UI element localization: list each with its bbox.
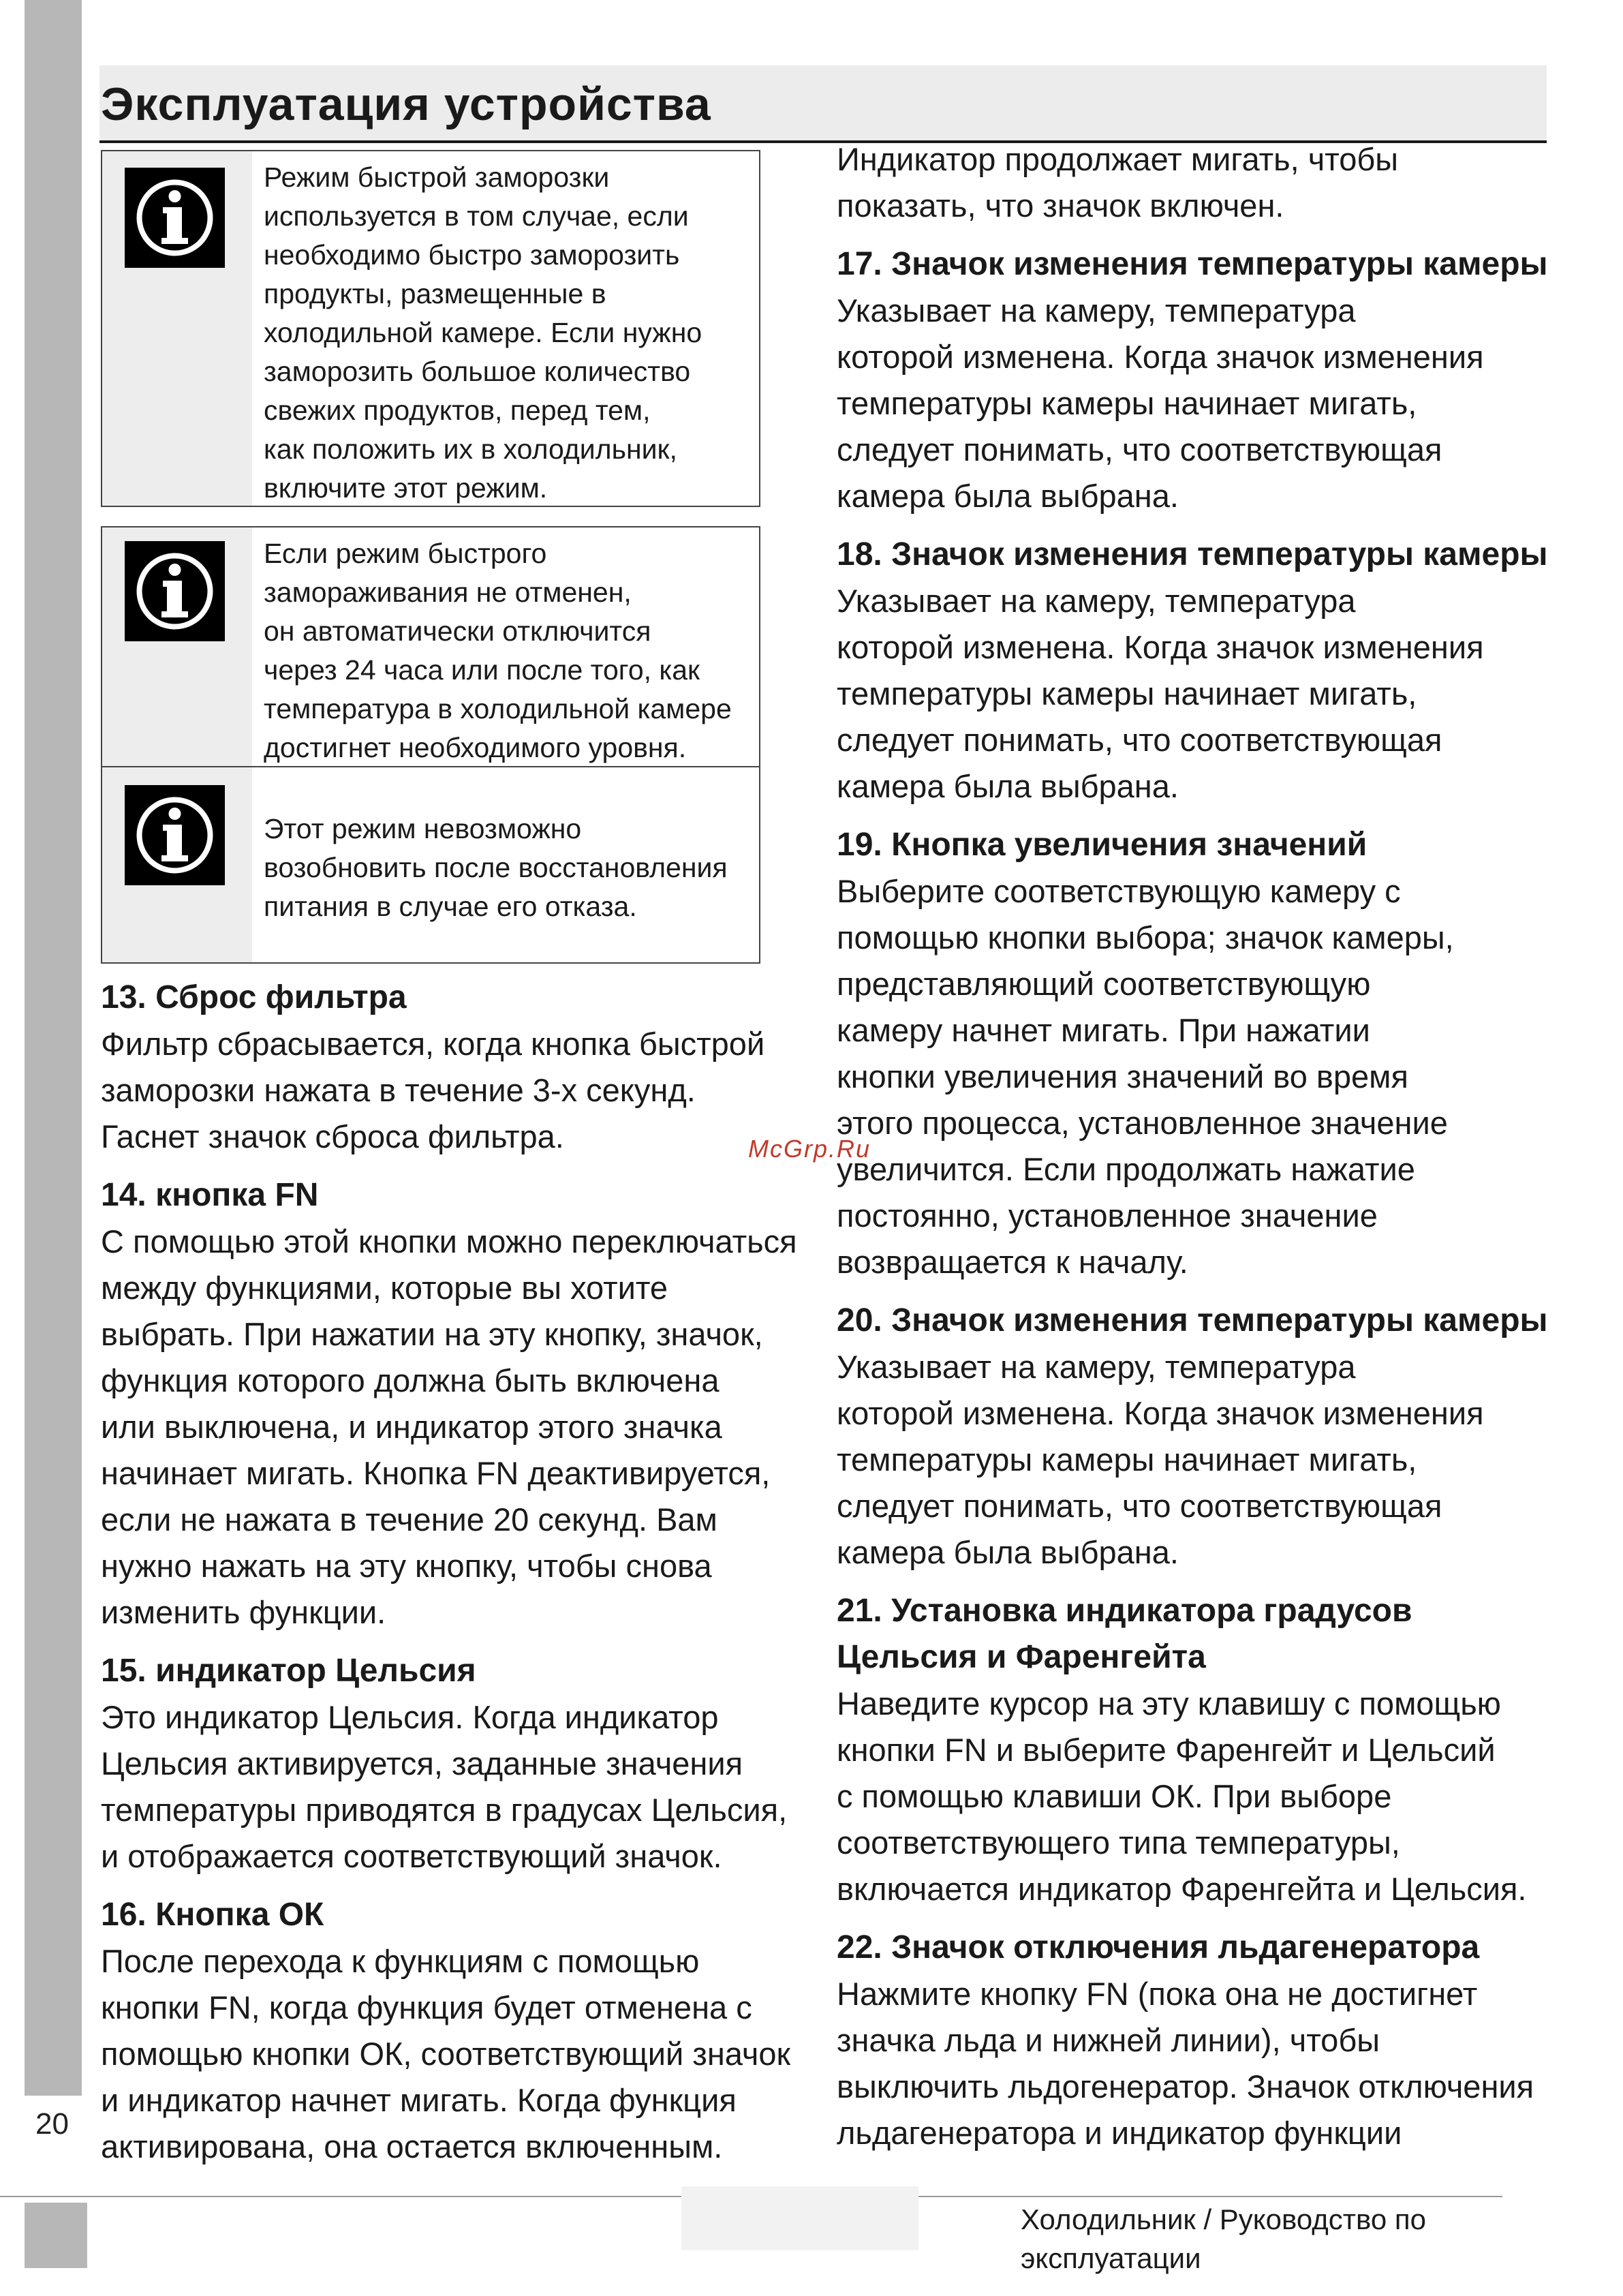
text-line: показать, что значок включен.: [837, 187, 1284, 224]
page-title: Эксплуатация устройства: [101, 78, 711, 130]
text-line: функция которого должна быть включена: [101, 1362, 720, 1398]
section-heading: 13. Сброс фильтра: [101, 979, 407, 1015]
text-line: помощью кнопки выбора; значок камеры,: [837, 919, 1454, 955]
text-line: Указывает на камеру, температура: [837, 1349, 1356, 1385]
text-line: Указывает на камеру, температура: [837, 583, 1356, 619]
text-line: достигнет необходимого уровня.: [264, 732, 687, 763]
text-line: которой изменена. Когда значок изменения: [837, 339, 1484, 375]
text-line: камера была выбрана.: [837, 1534, 1179, 1570]
text-line: представляющий соответствующую: [837, 966, 1371, 1002]
section-body: [837, 868, 1559, 1285]
text-line: продукты, размещенные в: [264, 278, 606, 309]
text-line: Наведите курсор на эту клавишу с помощью: [837, 1685, 1501, 1721]
text-line: через 24 часа или после того, как: [264, 654, 700, 686]
text-line: Гаснет значок сброса фильтра.: [101, 1118, 564, 1154]
section-heading: 15. индикатор Цельсия: [101, 1653, 476, 1689]
text-line: используется в том случае, если: [264, 200, 689, 232]
info-note-3: [101, 766, 760, 964]
text-line: необходимо быстро заморозить: [264, 239, 680, 271]
text-line: камера была выбрана.: [837, 478, 1179, 514]
info-icon: [125, 541, 225, 641]
section-heading: 16. Кнопка ОК: [101, 1897, 324, 1933]
section-body: [837, 1971, 1559, 2156]
text-line: возвращается к началу.: [837, 1244, 1188, 1280]
section-body: [837, 1344, 1559, 1576]
text-line: заморозки нажата в течение 3-х секунд.: [101, 1072, 696, 1108]
text-line: свежих продуктов, перед тем,: [264, 395, 651, 426]
text-line: Этот режим невозможно: [264, 813, 582, 844]
info-note-1: [101, 150, 760, 507]
text-line: или выключена, и индикатор этого значка: [101, 1409, 722, 1445]
section-body: [101, 1694, 809, 1880]
text-line: увеличится. Если продолжать нажатие: [837, 1151, 1415, 1187]
text-line: льдагенератора и индикатор функции: [837, 2115, 1402, 2151]
text-line: изменить функции.: [101, 1594, 386, 1630]
text-line: Цельсия активируется, заданные значения: [101, 1745, 743, 1781]
text-line: температура в холодильной камере: [264, 693, 732, 724]
section-body: [837, 288, 1559, 519]
watermark: McGrp.Ru: [748, 1135, 871, 1163]
text-line: соответствующего типа температуры,: [837, 1824, 1400, 1861]
text-line: температуры приводятся в градусах Цельсия,: [101, 1792, 788, 1828]
text-line: выключить льдогенератор. Значок отключения: [837, 2068, 1534, 2104]
section-heading: 19. Кнопка увеличения значений: [837, 827, 1367, 863]
section-heading: 14. кнопка FN: [101, 1177, 319, 1213]
text-line: кнопки FN и выберите Фаренгейт и Цельсий: [837, 1732, 1496, 1768]
left-section: [101, 1172, 809, 1636]
text-line: начинает мигать. Кнопка FN деактивируется,: [101, 1455, 771, 1491]
text-line: как положить их в холодильник,: [264, 433, 677, 465]
info-icon: [125, 168, 225, 268]
text-line: Если режим быстрого: [264, 538, 547, 569]
info-note-text: [264, 810, 752, 926]
text-line: включается индикатор Фаренгейта и Цельсия.: [837, 1871, 1527, 1907]
right-intro: [837, 136, 1559, 229]
text-line: кнопки FN, когда функция будет отменена с: [101, 1989, 752, 2025]
text-line: выбрать. При нажатии на эту кнопку, значок,: [101, 1316, 763, 1352]
section-heading: 17. Значок изменения температуры камеры: [837, 246, 1548, 282]
text-line: холодильной камере. Если нужно: [264, 317, 702, 348]
right-section: [837, 1925, 1559, 2156]
info-note-text: [264, 158, 752, 508]
text-line: С помощью этой кнопки можно переключаться: [101, 1223, 797, 1259]
text-line: постоянно, установленное значение: [837, 1197, 1378, 1234]
section-body: [837, 578, 1559, 810]
text-line: помощью кнопки ОК, соответствующий значок: [101, 2036, 791, 2072]
text-line: Это индикатор Цельсия. Когда индикатор: [101, 1699, 719, 1735]
right-section: [837, 1298, 1559, 1576]
text-line: камера была выбрана.: [837, 768, 1179, 804]
right-column: [837, 136, 1559, 2169]
left-column: [101, 975, 809, 2182]
text-line: следует понимать, что соответствующая: [837, 431, 1442, 468]
text-line: активирована, она остается включенным.: [101, 2128, 723, 2164]
text-line: питания в случае его отказа.: [264, 891, 637, 922]
info-icon: [125, 785, 225, 885]
left-section: [101, 1648, 809, 1880]
info-note-text: [264, 534, 752, 767]
text-line: Выберите соответствующую камеру с: [837, 873, 1401, 909]
text-line: кнопки увеличения значений во время: [837, 1058, 1408, 1095]
right-section: [837, 241, 1559, 519]
right-section: [837, 822, 1559, 1285]
footer-blank-area: [681, 2186, 918, 2250]
text-line: камеру начнет мигать. При нажатии: [837, 1012, 1370, 1048]
text-line: Фильтр сбрасывается, когда кнопка быстрой: [101, 1026, 765, 1062]
text-line: температуры камеры начинает мигать,: [837, 1441, 1417, 1478]
text-line: с помощью клавиши ОК. При выборе: [837, 1778, 1392, 1814]
section-body: [101, 1021, 809, 1160]
text-line: Режим быстрой заморозки: [264, 162, 610, 193]
left-sections: [101, 975, 809, 2170]
section-body: [837, 1681, 1559, 1912]
text-line: которой изменена. Когда значок изменения: [837, 629, 1484, 665]
text-line: этого процесса, установленное значение: [837, 1105, 1448, 1141]
text-line: значка льда и нижней линии), чтобы: [837, 2022, 1380, 2058]
text-line: он автоматически отключится: [264, 615, 651, 647]
section-heading: 21. Установка индикатора градусов Цельсия и Фаренгейта: [837, 1593, 1412, 1675]
text-line: нужно нажать на эту кнопку, чтобы снова: [101, 1548, 712, 1584]
text-line: замораживания не отменен,: [264, 577, 632, 608]
text-line: если не нажата в течение 20 секунд. Вам: [101, 1501, 717, 1537]
left-section: [101, 975, 809, 1160]
left-section: [101, 1892, 809, 2170]
right-intro-text: [837, 136, 1559, 229]
right-section: [837, 1588, 1559, 1912]
text-line: следует понимать, что соответствующая: [837, 722, 1442, 758]
text-line: которой изменена. Когда значок изменения: [837, 1395, 1484, 1431]
side-bar: [25, 0, 82, 2096]
right-sections: [837, 241, 1559, 2156]
right-section: [837, 532, 1559, 810]
text-line: возобновить после восстановления: [264, 852, 728, 883]
text-line: После перехода к функциям с помощью: [101, 1943, 700, 1979]
text-line: температуры камеры начинает мигать,: [837, 675, 1417, 711]
text-line: Указывает на камеру, температура: [837, 292, 1356, 328]
text-line: заморозить большое количество: [264, 356, 691, 387]
text-line: включите этот режим.: [264, 472, 548, 504]
section-body: [101, 1219, 809, 1636]
page-number: 20: [35, 2107, 69, 2141]
text-line: и отображается соответствующий значок.: [101, 1838, 722, 1874]
text-line: между функциями, которые вы хотите: [101, 1270, 668, 1306]
text-line: и индикатор начнет мигать. Когда функция: [101, 2082, 737, 2118]
section-heading: 18. Значок изменения температуры камеры: [837, 536, 1548, 572]
footer-square: [25, 2203, 87, 2268]
section-heading: 20. Значок изменения температуры камеры: [837, 1302, 1548, 1338]
footer-text: Холодильник / Руководство по эксплуатации: [1021, 2203, 1426, 2274]
text-line: Нажмите кнопку FN (пока она не достигнет: [837, 1976, 1478, 2012]
text-line: Индикатор продолжает мигать, чтобы: [837, 141, 1399, 177]
info-note-2: [101, 526, 760, 769]
text-line: следует понимать, что соответствующая: [837, 1488, 1442, 1524]
text-line: температуры камеры начинает мигать,: [837, 385, 1417, 421]
section-body: [101, 1938, 809, 2170]
section-heading: 22. Значок отключения льдагенератора: [837, 1929, 1480, 1965]
